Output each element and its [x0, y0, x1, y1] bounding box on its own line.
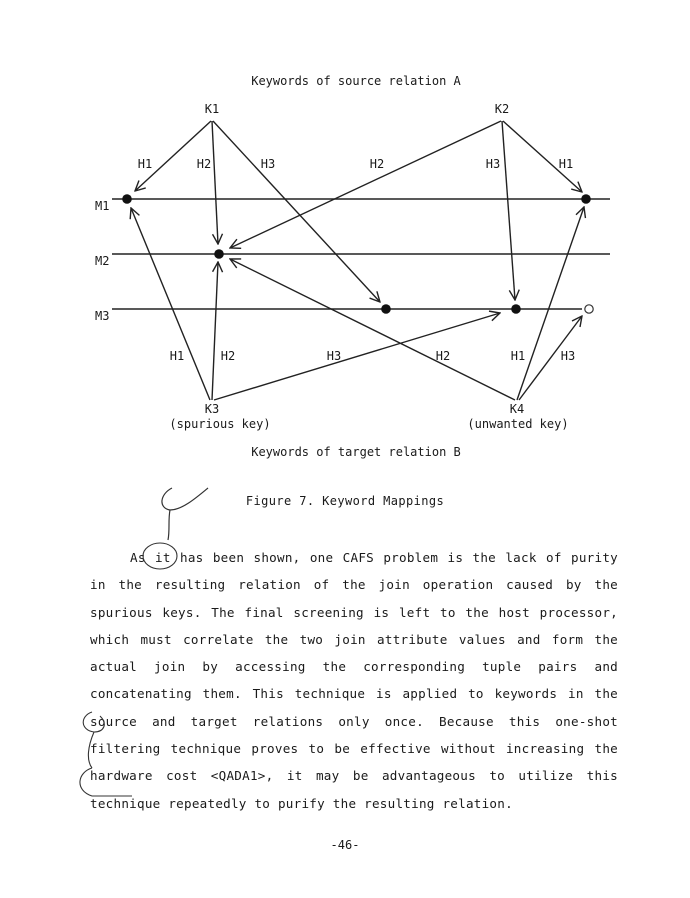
- edge-k2-h3: [502, 121, 515, 300]
- page-number: -46-: [330, 838, 360, 852]
- label-k1-h2: H2: [196, 157, 212, 171]
- label-k2-h3: H3: [485, 157, 501, 171]
- target-relation-title: Keywords of target relation B: [251, 445, 461, 459]
- node-k2: K2: [494, 102, 510, 116]
- dot-m2: [214, 249, 224, 259]
- figure-caption: Figure 7. Keyword Mappings: [245, 494, 445, 508]
- node-k3-note: (spurious key): [169, 417, 271, 431]
- edge-k4-h2: [230, 259, 515, 400]
- dot-m1-left: [122, 194, 132, 204]
- edge-k3-h1: [131, 208, 210, 400]
- edge-k1-h1: [135, 121, 211, 191]
- source-relation-title: Keywords of source relation A: [251, 74, 461, 88]
- dot-m1-right: [581, 194, 591, 204]
- node-k4: K4: [509, 402, 525, 416]
- label-k3-h3: H3: [326, 349, 342, 363]
- label-k2-h1: H1: [558, 157, 574, 171]
- label-k4-h1: H1: [510, 349, 526, 363]
- paragraph-text: As it has been shown, one CAFS problem is the lack of purity in the resulting relation of the join operation caused by the spurious keys. The final screening is left to the host processor, which must correlate the two join attribute values and form the actual join by accessing the corresponding tuple pairs and concatenating them. This technique is applied to keywords in the source and target relations only once. Because this one-shot filtering technique proves to be effective without increasing the hardware cost <QADA1>, it may be advantageous to utilize this technique repeatedly to purify the resulting relation.: [90, 550, 618, 811]
- empty-slot-m3: [585, 305, 593, 313]
- row-label-m1: M1: [95, 199, 110, 213]
- dot-m3-left: [381, 304, 391, 314]
- label-k2-h2: H2: [369, 157, 385, 171]
- label-k1-h3: H3: [260, 157, 276, 171]
- row-label-m3: M3: [95, 309, 110, 323]
- label-k3-h1: H1: [169, 349, 185, 363]
- label-k3-h2: H2: [220, 349, 236, 363]
- node-k4-note: (unwanted key): [467, 417, 569, 431]
- label-k4-h2: H2: [435, 349, 451, 363]
- label-k1-h1: H1: [137, 157, 153, 171]
- edge-k3-h2: [212, 262, 218, 400]
- row-label-m2: M2: [95, 254, 110, 268]
- edge-k1-h3: [213, 121, 380, 302]
- body-paragraph: [90, 544, 618, 817]
- edge-k1-h2: [212, 121, 218, 244]
- node-k1: K1: [204, 102, 220, 116]
- edge-k4-h1: [517, 207, 584, 400]
- label-k4-h3: H3: [560, 349, 576, 363]
- node-k3: K3: [204, 402, 220, 416]
- edge-k3-h3: [214, 313, 500, 400]
- dot-m3-middle: [511, 304, 521, 314]
